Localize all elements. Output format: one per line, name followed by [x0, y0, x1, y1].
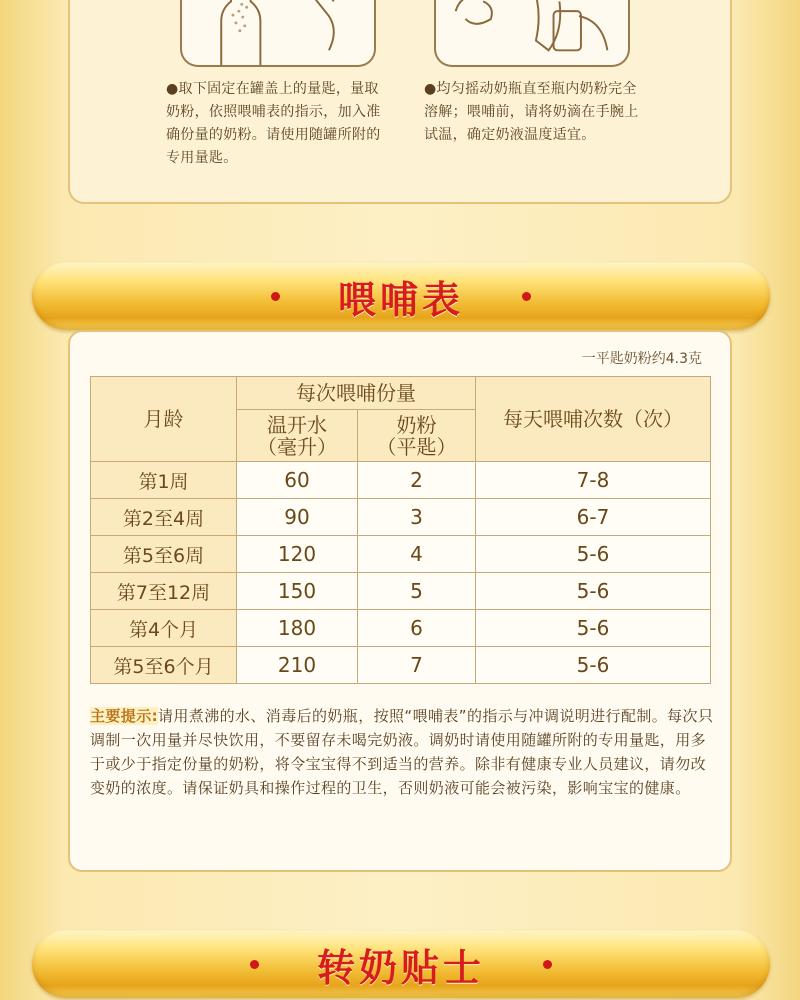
ribbon-dot-left [250, 960, 259, 969]
water-cell: 180 [237, 610, 358, 647]
age-cell: 第2至4周 [91, 499, 237, 536]
age-cell: 第7至12周 [91, 573, 237, 610]
powder-cell: 5 [358, 573, 476, 610]
header-water: 温开水 （毫升） [237, 410, 358, 462]
bottle-pour-icon [180, 0, 376, 67]
daily-times-cell: 6-7 [476, 499, 711, 536]
feeding-table-title: 喂哺表 [337, 277, 464, 322]
age-cell: 第4个月 [91, 610, 237, 647]
powder-cell: 3 [358, 499, 476, 536]
preparation-steps-panel [68, 0, 732, 204]
header-age: 月龄 [91, 377, 237, 462]
daily-times-cell: 5-6 [476, 573, 711, 610]
powder-cell: 6 [358, 610, 476, 647]
water-cell: 90 [237, 499, 358, 536]
water-cell: 150 [237, 573, 358, 610]
scoop-weight-note: 一平匙奶粉约4.3克 [581, 351, 702, 367]
ribbon-dot-right [543, 960, 552, 969]
header-powder: 奶粉 （平匙） [358, 410, 476, 462]
ribbon-dot-left [271, 292, 280, 301]
feeding-table-panel [68, 330, 732, 872]
table-row [91, 573, 711, 610]
step-text-shake: ●均匀摇动奶瓶直至瓶内奶粉完全溶解；喂哺前，请将奶滴在手腕上试温，确定奶液温度适宜。 [424, 81, 639, 143]
table-row [91, 610, 711, 647]
water-cell: 210 [237, 647, 358, 684]
water-cell: 120 [237, 536, 358, 573]
shake-bottle-icon [434, 0, 630, 67]
feeding-table-title-bar [32, 262, 770, 330]
feeding-table [90, 376, 711, 684]
powder-cell: 7 [358, 647, 476, 684]
water-cell: 60 [237, 462, 358, 499]
age-cell: 第5至6周 [91, 536, 237, 573]
daily-times-cell: 5-6 [476, 647, 711, 684]
table-row [91, 536, 711, 573]
powder-cell: 2 [358, 462, 476, 499]
table-row [91, 499, 711, 536]
age-cell: 第5至6个月 [91, 647, 237, 684]
table-row [91, 647, 711, 684]
daily-times-cell: 5-6 [476, 610, 711, 647]
header-per-feed: 每次喂哺份量 [237, 377, 476, 410]
transition-tips-title-bar [32, 930, 770, 998]
tip-text: 请用煮沸的水、消毒后的奶瓶，按照“喂哺表”的指示与冲调说明进行配制。每次只调制一次用量并尽快饮用，不要留存未喝完奶液。调奶时请使用随罐所附的专用量匙，用多于或少于指定份量的奶粉，将令宝宝得不到适当的营养。除非有健康专业人员建议，请勿改变奶的浓度。请保证奶具和操作过程的卫生，否则奶液可能会被污染，影响宝宝的健康。 [90, 707, 714, 797]
daily-times-cell: 5-6 [476, 536, 711, 573]
tip-label: 主要提示: [90, 707, 158, 725]
step-text-measure: ●取下固定在罐盖上的量匙，量取奶粉，依照喂哺表的指示，加入准确份量的奶粉。请使用随罐所附的专用量匙。 [166, 81, 381, 166]
header-daily-times: 每天喂哺次数（次） [476, 377, 711, 462]
ribbon-dot-right [522, 292, 531, 301]
daily-times-cell: 7-8 [476, 462, 711, 499]
table-row [91, 462, 711, 499]
age-cell: 第1周 [91, 462, 237, 499]
transition-tips-title: 转奶贴士 [316, 945, 485, 990]
feeding-tip [90, 704, 720, 800]
powder-cell: 4 [358, 536, 476, 573]
